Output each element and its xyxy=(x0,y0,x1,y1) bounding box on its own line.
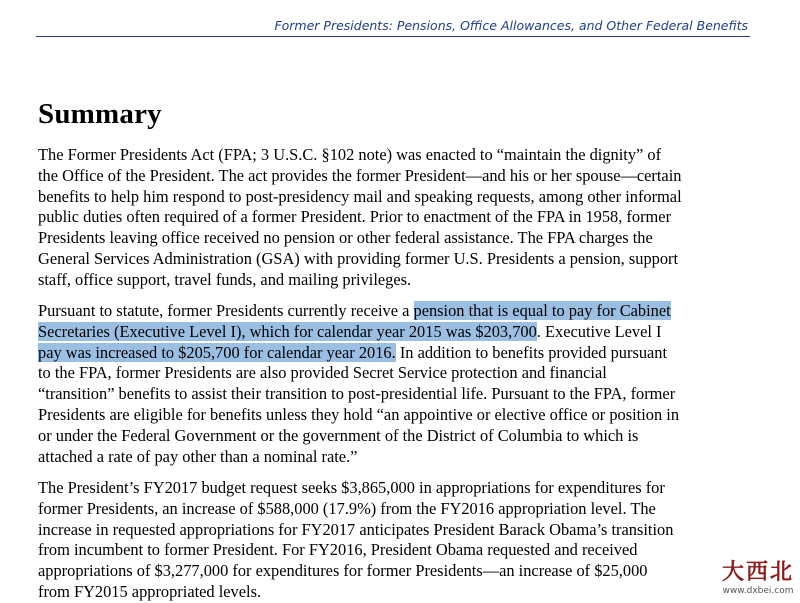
text-line: “transition” benefits to assist their transition to post-presidential life. Pursuant to the FPA, former xyxy=(38,384,676,404)
text-line: attached a rate of pay other than a nominal rate.” xyxy=(38,446,358,466)
highlighted-text[interactable]: pension that is equal to pay for Cabinet xyxy=(413,301,671,320)
text-segment: . Executive Level I xyxy=(536,321,662,341)
text-line: from FY2015 appropriated levels. xyxy=(38,581,262,601)
text-line: General Services Administration (GSA) with providing former U.S. Presidents a pension, support xyxy=(38,248,679,268)
text-line: Presidents are eligible for benefits unless they hold “an appointive or elective office or position in xyxy=(38,404,680,424)
text-line: staff, office support, travel funds, and mailing privileges. xyxy=(38,269,412,289)
text-line: or under the Federal Government or the government of the District of Columbia to which is xyxy=(38,425,639,445)
running-header: Former Presidents: Pensions, Office Allowances, and Other Federal Benefits xyxy=(274,18,748,33)
section-title: Summary xyxy=(38,98,162,130)
text-line xyxy=(38,322,750,343)
highlighted-text[interactable]: pay was increased to $205,700 for calendar year 2016. xyxy=(38,342,396,362)
text-line xyxy=(38,343,750,364)
header-rule xyxy=(36,36,750,37)
site-watermark xyxy=(722,555,794,596)
text-line: public duties often required of a former President. Prior to enactment of the FPA in 1958, former xyxy=(38,207,672,227)
text-line: The President’s FY2017 budget request seeks $3,865,000 in appropriations for expenditures for xyxy=(38,478,665,497)
text-segment: Pursuant to statute, former Presidents currently receive a xyxy=(38,301,414,320)
text-line: increase in requested appropriations for FY2017 anticipates President Barack Obama’s transition xyxy=(38,519,674,539)
text-line: The Former Presidents Act (FPA; 3 U.S.C. §102 note) was enacted to “maintain the dignity” of xyxy=(38,145,662,164)
text-line: Presidents leaving office received no pension or other federal assistance. The FPA charges the xyxy=(38,228,653,248)
paragraph-2 xyxy=(38,301,750,467)
watermark-logo: 大西北 xyxy=(721,560,794,585)
text-line: the Office of the President. The act provides the former President—and his or her spouse—certain xyxy=(38,165,682,185)
text-line: benefits to help him respond to post-presidency mail and speaking requests, among other informal xyxy=(38,186,682,206)
watermark-url: www.dxbei.com xyxy=(722,586,794,596)
text-line: appropriations of $3,277,000 for expenditures for former Presidents—an increase of $25,000 xyxy=(38,561,648,581)
highlighted-text[interactable]: Secretaries (Executive Level I), which for calendar year 2015 was $203,700 xyxy=(38,321,537,341)
text-line: former Presidents, an increase of $588,000 (17.9%) from the FY2016 appropriation level. The xyxy=(38,498,656,518)
paragraph-3 xyxy=(38,478,750,603)
text-line xyxy=(38,301,750,322)
paragraph-1 xyxy=(38,145,750,291)
text-segment: In addition to benefits provided pursuant xyxy=(395,342,668,362)
text-line: to the FPA, former Presidents are also provided Secret Service protection and financial xyxy=(38,363,607,383)
text-line: from incumbent to former President. For FY2016, President Obama requested and received xyxy=(38,540,638,560)
